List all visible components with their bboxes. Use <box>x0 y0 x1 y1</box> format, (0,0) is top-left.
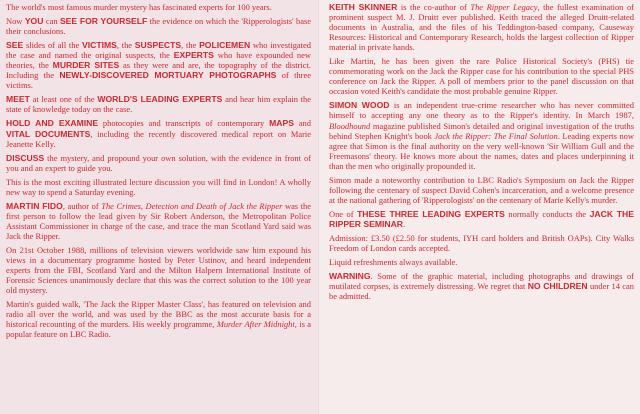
bold-text: WORLD'S LEADING EXPERTS <box>97 94 223 105</box>
right-paragraph <box>329 271 634 301</box>
bold-text: HOLD AND EXAMINE <box>6 118 99 129</box>
body-text: can <box>43 16 60 27</box>
body-text: Like Martin, he has been given the rare Police Historical Society's (PHS) tie commemorating work on the Jack the Ripper case for his contribution to the special PHS conference on Jack the Ripper. A poll of members prior to the panel discussion on that occasion voted Keith's candidate the most probable genuine Ripper. <box>329 56 634 97</box>
bold-text: POLICEMEN <box>199 40 251 51</box>
bold-text: VICTIMS <box>82 40 117 51</box>
body-text: is the co-author of <box>397 2 471 12</box>
bold-text: SEE <box>6 40 24 51</box>
body-text: Admission: £3.50 (£2.50 for students, IYH card holders and British OAPs). City Walks Freedom of London cards accepted. <box>329 232 634 254</box>
body-text: Now <box>6 16 25 27</box>
right-paragraph <box>329 2 634 52</box>
body-text: Martin's guided walk, 'The Jack the Ripper Master Class', has featured on television and radio all over the world, and was used by the BBC as the most accurate basis for a historical recounting of the murders. His weekly programme, <box>6 299 311 330</box>
body-text: is an independent true-crime researcher who has never committed himself to accepting any one theory as to the Ripper's identity. In March 1987, <box>329 100 634 121</box>
left-paragraph <box>6 40 311 90</box>
bold-text: NO CHILDREN <box>527 281 588 292</box>
left-paragraph <box>6 118 311 148</box>
body-text: The world's most famous murder mystery has fascinated experts for 100 years. <box>6 2 272 12</box>
italic-title: Bloodhound <box>329 120 371 131</box>
left-paragraph <box>6 94 311 114</box>
italic-title: The Crimes, Detection and Death of Jack the Ripper <box>101 200 283 211</box>
body-text: of three victims. <box>6 70 311 91</box>
bold-text: SUSPECTS <box>134 40 182 51</box>
body-text: On 21st October 1988, millions of television viewers worldwide saw him expound his views in a documentary programme hosted by Peter Ustinov, and heard independent experts from the FBI, Scotland Yard and the Milton Halpern International Institute of Forensic Sciences unanimously declare that this was the correct solution to the 100 year old mystery. <box>6 244 311 296</box>
left-paragraph <box>6 2 311 12</box>
bold-text: JACK THE RIPPER SEMINAR <box>329 208 634 229</box>
italic-title: Murder After Midnight <box>216 319 295 330</box>
right-page <box>321 0 640 414</box>
bold-text: VITAL DOCUMENTS <box>6 128 91 139</box>
body-text: magazine published Simon's detailed and original investigation of the truths behind Stephen Knight's book <box>329 120 634 141</box>
left-paragraph <box>6 299 311 339</box>
left-paragraph <box>6 245 311 295</box>
body-text: and <box>293 118 311 129</box>
body-text: under 14 can be admitted. <box>329 281 634 302</box>
right-paragraph <box>329 209 634 229</box>
bold-text: MARTIN FIDO <box>6 200 63 211</box>
bold-text: EXPERTS <box>173 50 214 61</box>
bold-text: MEET <box>6 94 30 105</box>
right-paragraph <box>329 100 634 170</box>
body-text: , is a popular feature on LBC Radio. <box>6 319 311 340</box>
body-text: . <box>403 218 406 229</box>
bold-text: SIMON WOOD <box>329 100 390 111</box>
italic-title: Jack the Ripper: The Final Solution <box>434 130 558 141</box>
left-paragraph <box>6 201 311 241</box>
body-text: This is the most exciting illustrated lecture discussion you will find in London! A wholly new way to spend a Saturday evening. <box>6 176 311 197</box>
bold-text: NEWLY-DISCOVERED MORTUARY PHOTOGRAPHS <box>59 70 277 81</box>
body-text: slides of all the <box>23 40 82 51</box>
left-paragraph <box>6 16 311 36</box>
left-paragraph <box>6 177 311 197</box>
bold-text: THESE THREE LEADING EXPERTS <box>357 208 505 219</box>
bold-text: KEITH SKINNER <box>329 2 398 12</box>
body-text: normally conducts the <box>504 208 590 219</box>
body-text: at least one of the <box>29 94 98 105</box>
right-paragraph <box>329 56 634 96</box>
bold-text: SEE FOR YOURSELF <box>59 16 148 27</box>
right-paragraph <box>329 257 634 267</box>
body-text: and hear him explain the state of knowledge today on the case. <box>6 94 311 115</box>
body-text: the evidence on which the 'Ripperologists' base their conclusions. <box>6 16 311 37</box>
left-page <box>0 0 319 414</box>
body-text: , the fullest examination of prominent suspect M. J. Druitt ever published. Keith traced the alleged Druitt-related documents in Australia, and the files of his Teddington-based company, Causeway Resources: Historical and Contemporary Research, holds the largest collection of Ripper material in private hands. <box>329 2 634 53</box>
body-text: , including the recently discovered medical report on Marie Jeanette Kelly. <box>6 128 311 149</box>
bold-text: MAPS <box>269 118 294 129</box>
body-text: , the <box>181 40 200 51</box>
body-text: One of <box>329 208 358 219</box>
body-text: the mystery, and propound your own solution, with the evidence in front of you and an expert to guide you. <box>6 152 311 173</box>
body-text: Simon made a noteworthy contribution to LBC Radio's Symposium on Jack the Ripper following the centenary of suspect David Cohen's incarceration, and a welcome presence at the national gathering of 'Ripperologists' on the centenary of Marie Kelly's murder. <box>329 174 634 205</box>
right-paragraph <box>329 233 634 253</box>
body-text: who investigated the case and named the original suspects, the <box>6 40 311 61</box>
body-text: . Some of the graphic material, including photographs and drawings of mutilated corpses, is extremely distressing. We regret that <box>329 271 634 292</box>
bold-text: WARNING <box>329 271 371 282</box>
bold-text: DISCUSS <box>6 152 45 163</box>
body-text: , the <box>116 40 135 51</box>
body-text: as they were and are, the topography of the district. Including the <box>6 60 311 81</box>
body-text: Liquid refreshments always available. <box>329 257 458 268</box>
bold-text: YOU <box>24 16 44 27</box>
body-text: was the first person to follow the lead given by Sir Robert Anderson, the Metropolitan Police Assistant Commissioner in charge of the case, and trace the man Scotland Yard said was Jack the Ripper. <box>6 200 311 241</box>
body-text: photocopies and transcripts of contemporary <box>98 118 270 129</box>
left-paragraph <box>6 153 311 173</box>
bold-text: MURDER SITES <box>52 60 120 71</box>
body-text: . Leading experts now agree that Simon is the final authority on the very well-known 'Sir William Gull and the Freemasons' theory. He knows more about the names, dates and places underpinning it than the men who originally propounded it. <box>329 130 634 171</box>
body-text: , author of <box>62 200 102 211</box>
body-text: who have expounded new theories, the <box>6 50 311 71</box>
italic-title: The Ripper Legacy <box>470 2 538 12</box>
right-paragraph <box>329 175 634 205</box>
